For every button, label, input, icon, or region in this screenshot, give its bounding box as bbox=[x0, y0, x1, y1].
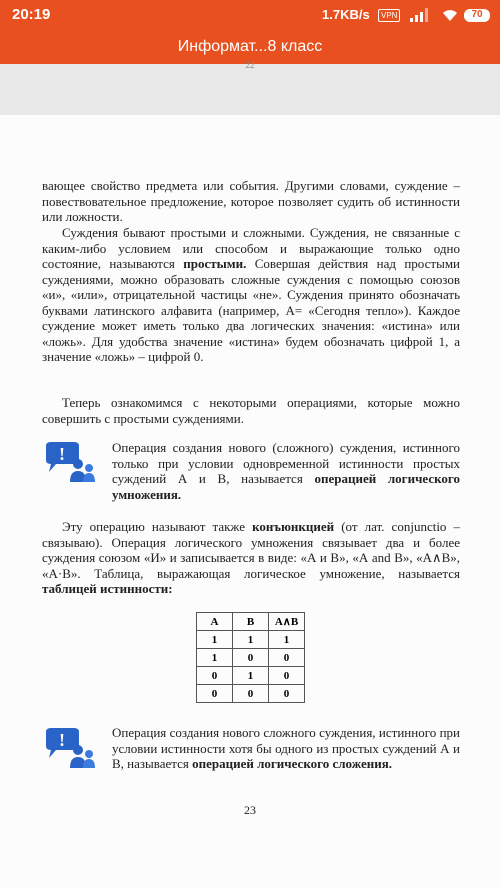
term-logical-addition: операцией логического сложения. bbox=[192, 756, 392, 771]
document-title: Информат...8 класс bbox=[177, 38, 323, 55]
app-title-bar[interactable] bbox=[0, 30, 500, 64]
status-bar bbox=[0, 0, 500, 30]
info-people-icon bbox=[42, 728, 100, 768]
table-cell: 0 bbox=[233, 649, 269, 667]
table-cell: 1 bbox=[269, 631, 305, 649]
paragraph-intro bbox=[42, 178, 460, 225]
page-number: 23 bbox=[244, 803, 256, 817]
table-cell: 0 bbox=[197, 685, 233, 703]
network-speed: 1.7KB/s bbox=[322, 7, 370, 22]
paragraph-complex-text: Совершая действия над простыми суждениями, можно образовать сложные суждения с помощью союзов «и», «или», отрицательной частицы «не». Суждения принято обозначать буквами латинского алфавита (например, А= «Сегодня тепло»). Каждое суждение может иметь только два логических значения: «истина» или «ложь». Для удобства значение «истина» будем обозначать цифрой 1, а значение «ложь» – цифрой 0. bbox=[42, 256, 461, 364]
note-logical-addition bbox=[112, 725, 460, 772]
wifi-icon bbox=[442, 8, 458, 22]
note1-text: Операция создания нового (сложного) суждения, истинного только при условии одновременной истинности простых суждений А и В, называется bbox=[112, 440, 460, 486]
truth-table bbox=[196, 612, 305, 703]
table-cell: 1 bbox=[197, 649, 233, 667]
paragraph-simple-text: Суждения бывают простыми и сложными. Суждения, не связанные с каким-либо условием или способом и выражающие только одно состояние, называются bbox=[42, 225, 460, 271]
table-header-row bbox=[197, 613, 305, 631]
header-a: A bbox=[197, 613, 233, 631]
table-cell: 0 bbox=[269, 649, 305, 667]
table-cell: 0 bbox=[197, 667, 233, 685]
table-cell: 1 bbox=[197, 631, 233, 649]
table-cell: 1 bbox=[233, 631, 269, 649]
table-cell: 0 bbox=[269, 667, 305, 685]
table-row bbox=[197, 685, 305, 703]
conj-start: Эту операцию называют также bbox=[62, 519, 245, 534]
svg-text:!: ! bbox=[59, 444, 65, 464]
table-cell: 0 bbox=[233, 685, 269, 703]
term-truth-table: таблицей истинности: bbox=[42, 581, 173, 596]
status-time: 20:19 bbox=[12, 6, 51, 23]
vpn-badge: VPN bbox=[378, 9, 400, 22]
previous-page-number: 22 bbox=[245, 60, 255, 70]
info-people-icon bbox=[42, 442, 100, 482]
paragraph-operations bbox=[42, 395, 460, 426]
table-row bbox=[197, 667, 305, 685]
paragraph-conjunction bbox=[42, 519, 460, 597]
signal-icon bbox=[410, 8, 434, 22]
table-row bbox=[197, 631, 305, 649]
battery-icon: 70 bbox=[464, 9, 490, 22]
term-conjunction: конъюнкцией bbox=[252, 519, 335, 534]
note-logical-multiplication bbox=[112, 440, 460, 502]
svg-text:!: ! bbox=[59, 730, 65, 750]
paragraph-intro-text: вающее свойство предмета или события. Другими словами, суждение – повествовательное предложение, которое позволяет судить об истинности или ложности. bbox=[42, 178, 460, 224]
table-row bbox=[197, 649, 305, 667]
table-cell: 0 bbox=[269, 685, 305, 703]
table-cell: 1 bbox=[233, 667, 269, 685]
header-b: B bbox=[233, 613, 269, 631]
paragraph-simple bbox=[42, 225, 460, 365]
header-a-and-b: A∧B bbox=[269, 613, 305, 631]
conj-middle: (от лат. conjunctio – связываю). Операция логического умножения связывает два и более суждения союзом «И» и записывается в виде: «А и В», «А and В», «А∧В», «А·В». Таблица, выражающая логическое умножение, называется bbox=[42, 519, 461, 581]
term-simple: простыми. bbox=[183, 256, 247, 271]
paragraph-operations-text: Теперь ознакомимся с некоторыми операциями, которые можно совершить с простыми суждениями. bbox=[42, 395, 460, 426]
note2-text: Операция создания нового сложного суждения, истинного при условии истинности хотя бы одного из простых суждений А и В, называется bbox=[112, 725, 460, 771]
term-logical-multiplication: операцией логического умножения. bbox=[112, 471, 461, 502]
